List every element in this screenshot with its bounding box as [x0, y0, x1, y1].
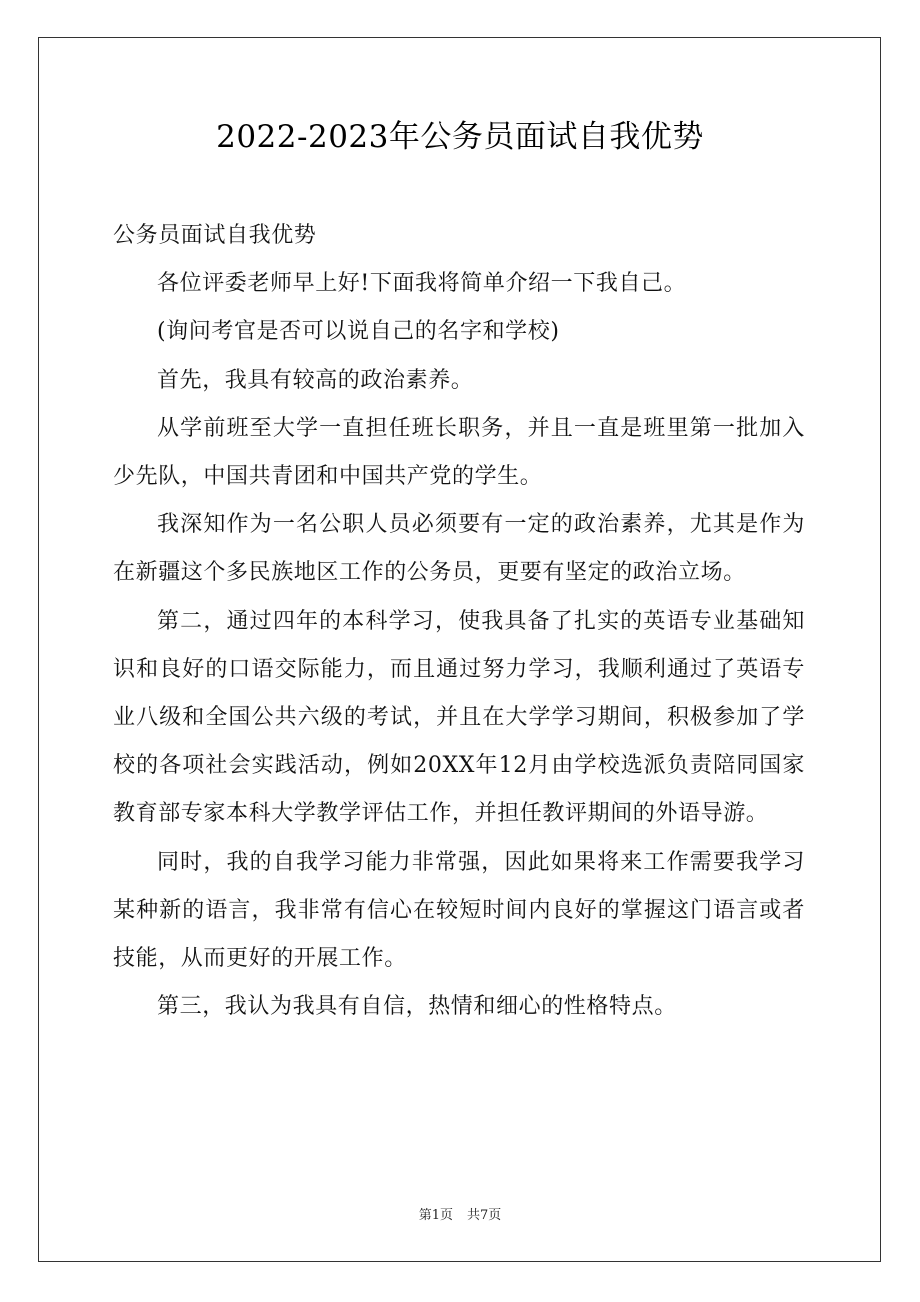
paragraph: 第二，通过四年的本科学习，使我具备了扎实的英语专业基础知识和良好的口语交际能力，而且通过努力学习，我顺利通过了英语专业八级和全国公共六级的考试，并且在大学学习期间，积极参加了学校的各项社会实践活动，例如20XX年12月由学校选派负责陪同国家教育部专家本科大学教学评估工作，并担任教评期间的外语导游。 [113, 608, 805, 827]
paragraph: 首先，我具有较高的政治素养。 [157, 367, 474, 393]
section-heading: 公务员面试自我优势 [113, 223, 317, 248]
paragraph: 我深知作为一名公职人员必须要有一定的政治素养，尤其是作为在新疆这个多民族地区工作的公务员，更要有坚定的政治立场。 [113, 512, 805, 586]
total-page-count: 共7页 [467, 1208, 502, 1223]
paragraph: 第三，我认为我具有自信，热情和细心的性格特点。 [157, 994, 677, 1020]
paragraph: 各位评委老师早上好!下面我将简单介绍一下我自己。 [157, 271, 687, 297]
paragraph: (询问考官是否可以说自己的名字和学校) [157, 319, 560, 345]
document-title: 2022-2023年公务员面试自我优势 [216, 119, 704, 155]
page-footer [0, 1206, 920, 1226]
paragraph: 同时，我的自我学习能力非常强，因此如果将来工作需要我学习某种新的语言，我非常有信心在较短时间内良好的掌握这门语言或者技能，从而更好的开展工作。 [113, 849, 805, 972]
document-body [113, 212, 805, 1031]
paragraph: 从学前班至大学一直担任班长职务，并且一直是班里第一批加入少先队，中国共青团和中国共产党的学生。 [113, 415, 805, 490]
current-page-number: 第1页 [418, 1208, 453, 1223]
